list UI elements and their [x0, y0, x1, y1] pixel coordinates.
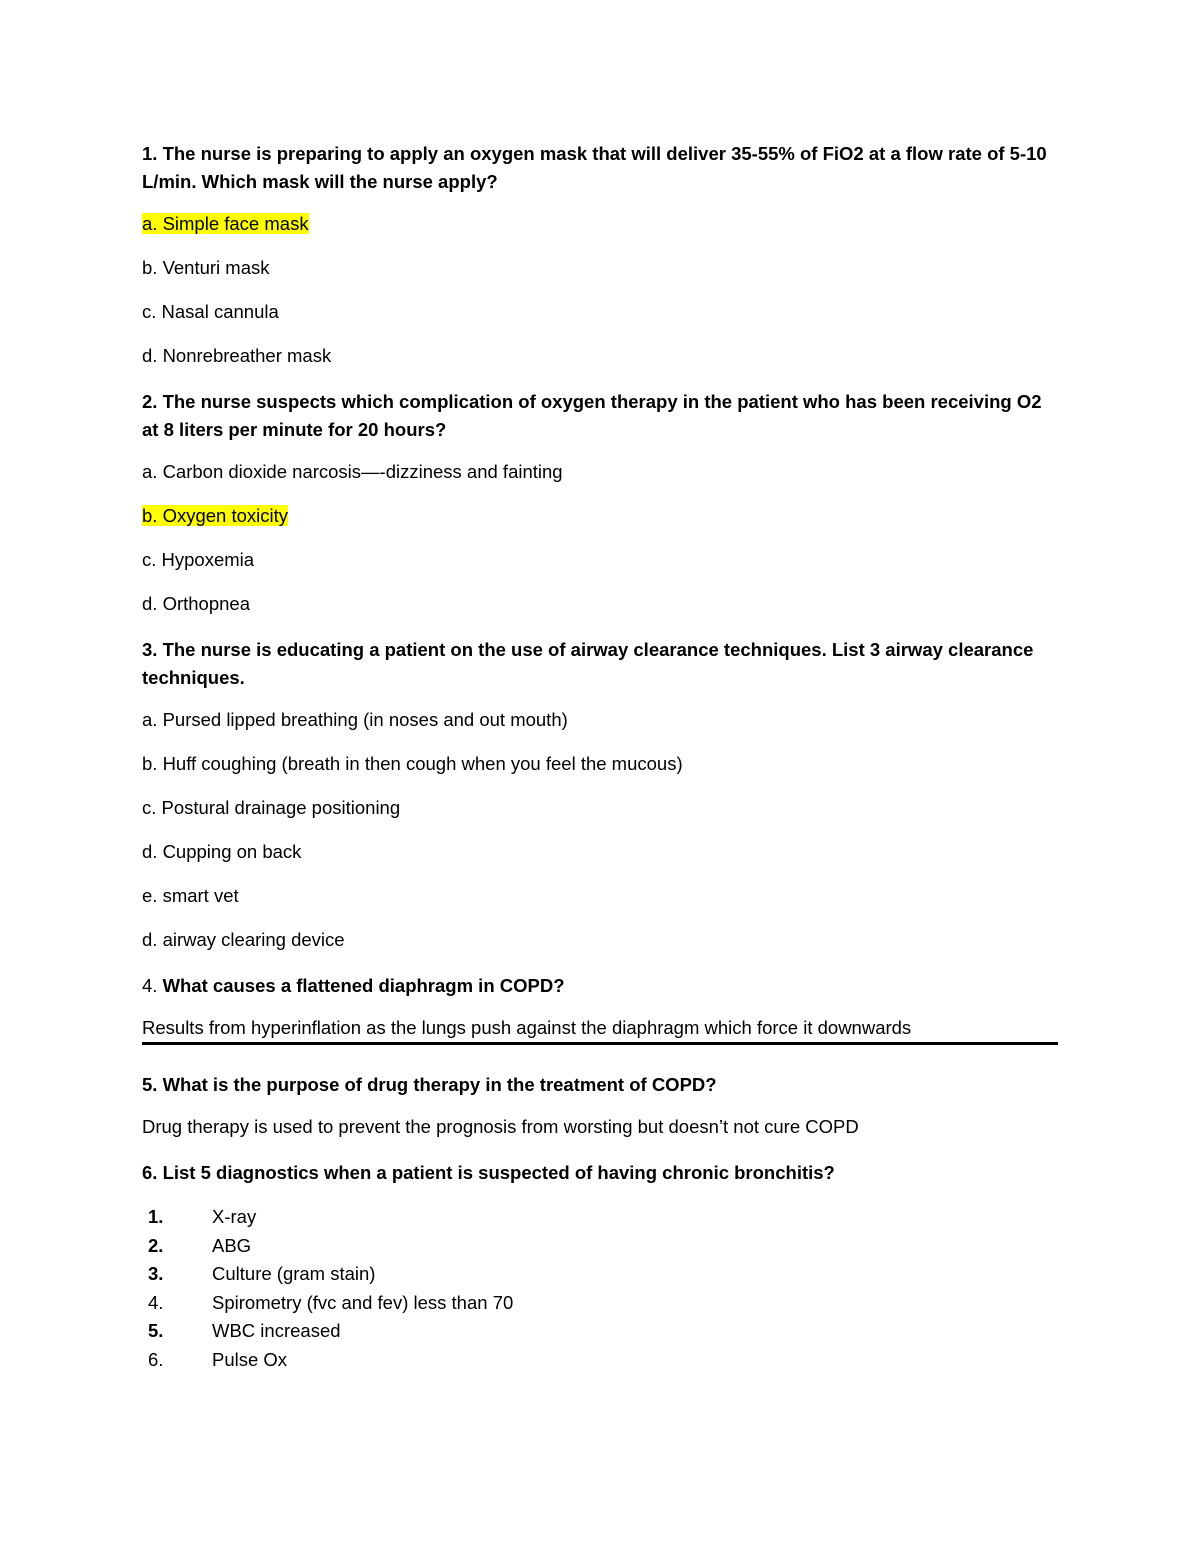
question-5 — [142, 1071, 1062, 1099]
question-number: 3. — [142, 639, 158, 660]
option-1b: b. Venturi mask — [142, 257, 270, 278]
list-number: 6. — [148, 1348, 164, 1370]
list-text: Pulse Ox — [212, 1348, 288, 1370]
option-3b: b. Huff coughing (breath in then cough when you feel the mucous) — [142, 753, 683, 774]
list-number: 4. — [148, 1291, 164, 1313]
list-number: 3. — [148, 1263, 164, 1284]
question-number: 4. — [142, 975, 158, 996]
option-3c: c. Postural drainage positioning — [142, 797, 401, 818]
option-3d: d. Cupping on back — [142, 841, 302, 862]
question-number: 5. — [142, 1074, 158, 1095]
question-number: 6. — [142, 1162, 158, 1183]
question-number: 1. — [142, 143, 158, 164]
question-number: 2. — [142, 391, 158, 412]
document-page — [142, 140, 1062, 1374]
option-3e: e. smart vet — [142, 885, 239, 906]
option-2b — [142, 504, 1062, 528]
question-text: What is the purpose of drug therapy in the treatment of COPD? — [162, 1074, 717, 1095]
option-3f: d. airway clearing device — [142, 929, 345, 950]
list-item — [142, 1232, 1062, 1261]
question-text: The nurse is preparing to apply an oxygen mask that will deliver 35-55% of FiO2 at a flow rate of 5-10 L/min. Which mask will the nurse apply? — [142, 143, 1047, 192]
list-text: Spirometry (fvc and fev) less than 70 — [212, 1291, 514, 1313]
question-2 — [142, 388, 1062, 444]
question-4 — [142, 972, 1062, 1000]
list-text: WBC increased — [212, 1320, 341, 1341]
list-number: 5. — [148, 1320, 164, 1341]
diagnostics-list — [142, 1203, 1062, 1374]
highlighted-answer: a. Simple face mask — [142, 213, 309, 234]
option-2d: d. Orthopnea — [142, 593, 250, 614]
option-1a — [142, 212, 1062, 236]
list-item — [142, 1203, 1062, 1232]
list-item — [142, 1260, 1062, 1289]
question-text: What causes a flattened diaphragm in COPD? — [162, 975, 565, 996]
question-text: The nurse suspects which complication of oxygen therapy in the patient who has been receiving O2 at 8 liters per minute for 20 hours? — [142, 391, 1042, 440]
question-text: The nurse is educating a patient on the use of airway clearance techniques. List 3 airway clearance techniques. — [142, 639, 1034, 688]
question-6 — [142, 1159, 1062, 1187]
highlighted-answer: b. Oxygen toxicity — [142, 505, 289, 526]
option-2c: c. Hypoxemia — [142, 549, 255, 570]
option-2a: a. Carbon dioxide narcosis—-dizziness and fainting — [142, 461, 563, 482]
list-item — [142, 1317, 1062, 1346]
list-number: 2. — [148, 1234, 164, 1256]
question-3 — [142, 636, 1062, 692]
question-text: List 5 diagnostics when a patient is suspected of having chronic bronchitis? — [162, 1162, 835, 1183]
option-1d: d. Nonrebreather mask — [142, 345, 332, 366]
answer-4: Results from hyperinflation as the lungs push against the diaphragm which force it downwards — [142, 1016, 1058, 1045]
list-item — [142, 1289, 1062, 1318]
list-text: ABG — [212, 1234, 252, 1256]
list-text: Culture (gram stain) — [212, 1263, 376, 1284]
list-item — [142, 1346, 1062, 1375]
option-3a: a. Pursed lipped breathing (in noses and out mouth) — [142, 709, 568, 730]
list-number: 1. — [148, 1206, 164, 1227]
answer-5: Drug therapy is used to prevent the prognosis from worsting but doesn’t not cure COPD — [142, 1116, 859, 1137]
question-1 — [142, 140, 1062, 196]
option-1c: c. Nasal cannula — [142, 301, 279, 322]
list-text: X-ray — [212, 1206, 257, 1227]
